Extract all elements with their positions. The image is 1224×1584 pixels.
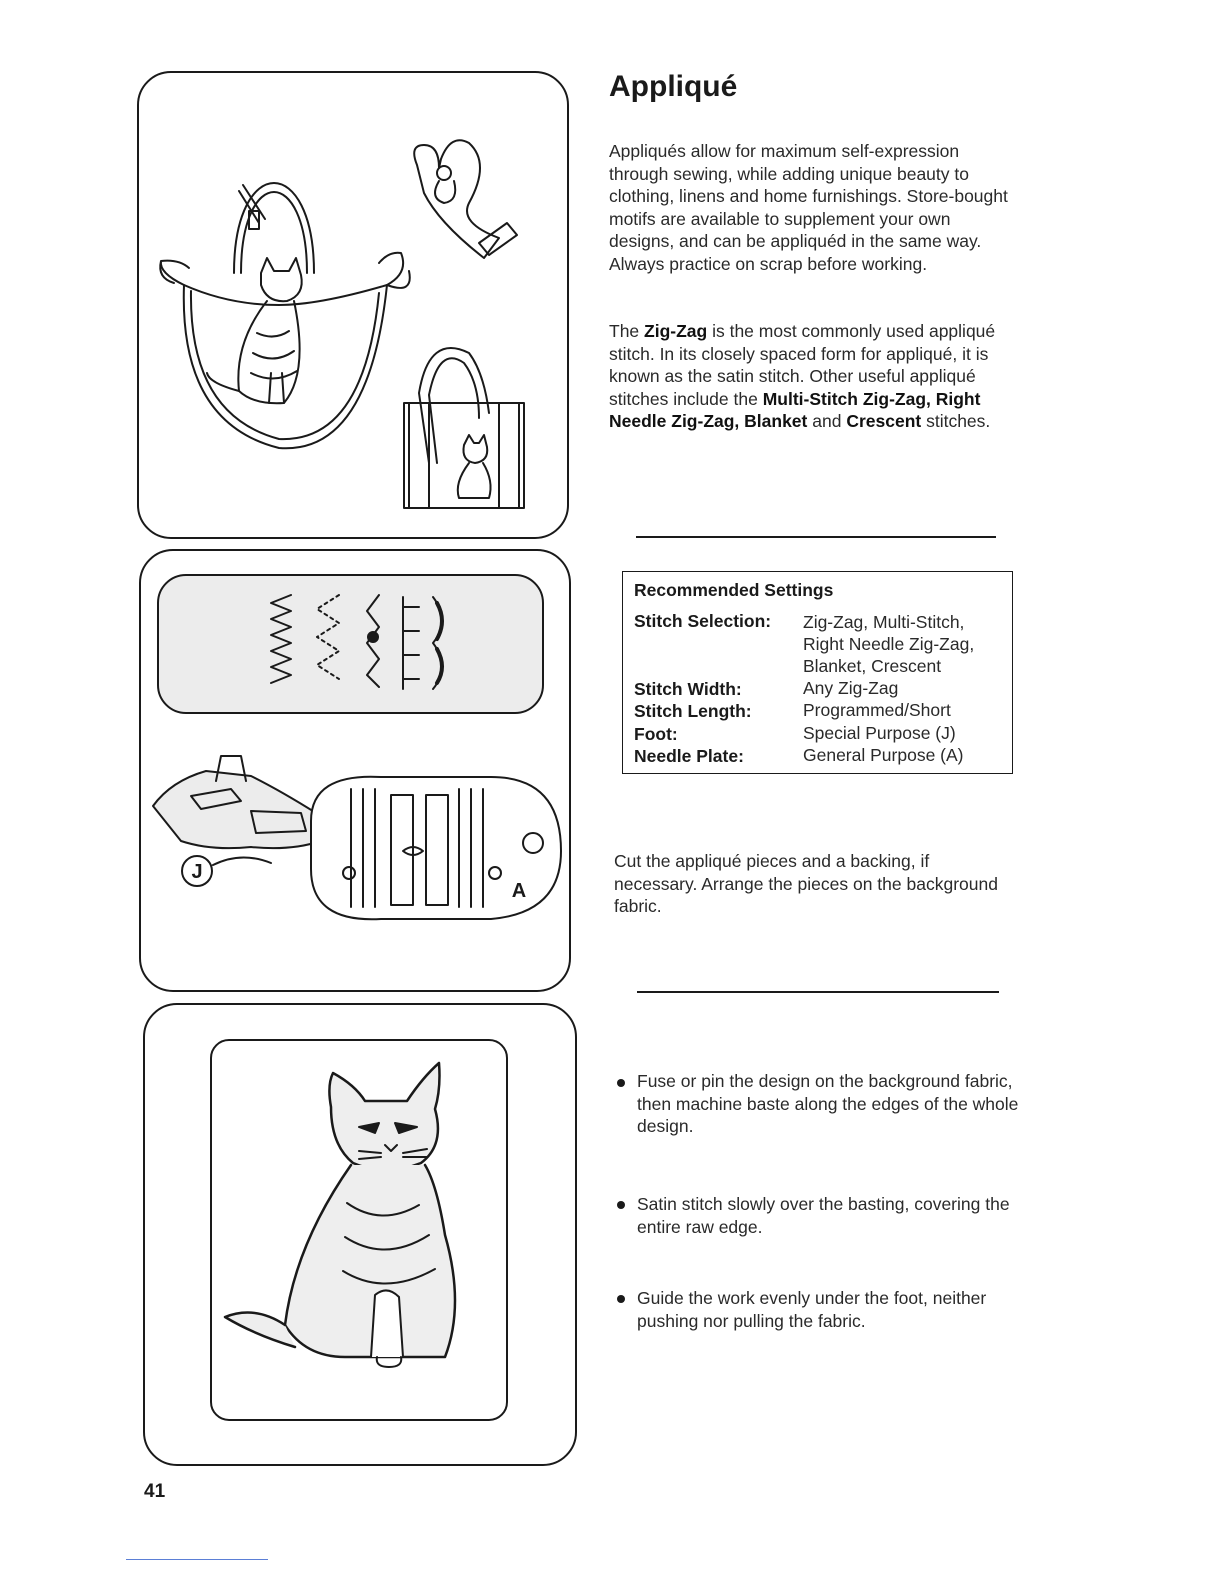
zigzag-text-2: is the most commonly used appliqué stitch. In its closely spaced form for appliqué, it is known as the satin stitch. Other useful appliqué stitches include the bbox=[609, 321, 996, 409]
apron-mitt-bag-illustration bbox=[139, 73, 571, 541]
stitch-width-label: Stitch Width: bbox=[634, 679, 742, 699]
applique-cat-tail bbox=[225, 1313, 295, 1348]
presser-foot-j bbox=[153, 771, 321, 848]
settings-title: Recommended Settings bbox=[634, 580, 834, 600]
bullet-dot-icon bbox=[617, 1079, 625, 1087]
zigzag-bold-3: Crescent bbox=[846, 411, 922, 431]
illustration-apron-panel bbox=[137, 71, 569, 539]
tote-cat-head bbox=[463, 435, 487, 463]
stitch-length-label: Stitch Length: bbox=[634, 701, 752, 721]
stitch-selection-value-1: Zig-Zag, Multi-Stitch, bbox=[803, 612, 965, 632]
zigzag-text-4: stitches. bbox=[921, 411, 991, 431]
cat-applique-illustration bbox=[145, 1005, 579, 1468]
section-divider-1 bbox=[636, 536, 996, 538]
zigzag-text-1: The bbox=[609, 321, 645, 341]
stitch-pattern-display bbox=[158, 575, 543, 713]
step-satin-stitch: Satin stitch slowly over the basting, covering the entire raw edge. bbox=[637, 1194, 1010, 1237]
zigzag-paragraph bbox=[609, 320, 1019, 433]
bullet-dot-icon bbox=[617, 1201, 625, 1209]
foot-label: Foot: bbox=[634, 724, 678, 744]
stitch-length-value: Programmed/Short bbox=[803, 700, 951, 720]
zigzag-bold-2: Multi-Stitch Zig-Zag, Right Needle Zig-Zag, Blanket bbox=[609, 388, 981, 431]
cut-paragraph: Cut the appliqué pieces and a backing, if necessary. Arrange the pieces on the background fabric. bbox=[614, 851, 998, 916]
recommended-settings-box bbox=[622, 571, 1013, 774]
needle-plate-value: General Purpose (A) bbox=[803, 745, 964, 765]
oven-mitt bbox=[414, 140, 499, 258]
foot-value: Special Purpose (J) bbox=[803, 723, 956, 743]
illustration-cat-panel bbox=[143, 1003, 577, 1466]
stitch-selection-value-2: Right Needle Zig-Zag, bbox=[803, 634, 975, 654]
step-fuse-or-pin: Fuse or pin the design on the background fabric, then machine baste along the edges of the whole design. bbox=[637, 1071, 1019, 1136]
stitch-selection-label: Stitch Selection: bbox=[634, 611, 772, 631]
page-number: 41 bbox=[144, 1481, 166, 1502]
page-title: Appliqué bbox=[609, 70, 738, 103]
plate-letter-label: A bbox=[511, 880, 527, 902]
needle-plate-label: Needle Plate: bbox=[634, 746, 744, 766]
zigzag-bold-1: Zig-Zag bbox=[644, 321, 708, 341]
apron-cat-head bbox=[261, 258, 302, 301]
apron-body bbox=[184, 285, 387, 448]
intro-paragraph: Appliqués allow for maximum self-expression through sewing, while adding unique beauty to clothing, linens and home furnishings. Store-bought motifs are available to supplement your own designs, and can be appliquéd in the same way. Always practice on scrap before working. bbox=[609, 141, 1008, 274]
foot-letter-label: J bbox=[191, 861, 203, 883]
applique-cat-body bbox=[285, 1165, 455, 1357]
section-divider-2 bbox=[637, 991, 999, 993]
stitch-foot-plate-illustration bbox=[141, 551, 573, 994]
illustration-settings-panel bbox=[139, 549, 571, 992]
zigzag-text-3: and bbox=[807, 411, 847, 431]
footer-line bbox=[126, 1559, 268, 1560]
step-guide-work: Guide the work evenly under the foot, neither pushing nor pulling the fabric. bbox=[637, 1288, 987, 1331]
stitch-selection-value-3: Blanket, Crescent bbox=[803, 656, 942, 676]
stitch-width-value: Any Zig-Zag bbox=[803, 678, 899, 698]
apron-right-tie bbox=[379, 253, 410, 288]
apron-left-tie bbox=[160, 261, 189, 285]
bullet-dot-icon bbox=[617, 1295, 625, 1303]
mitt-cat-head bbox=[437, 166, 451, 180]
applique-cat-head bbox=[329, 1063, 439, 1170]
